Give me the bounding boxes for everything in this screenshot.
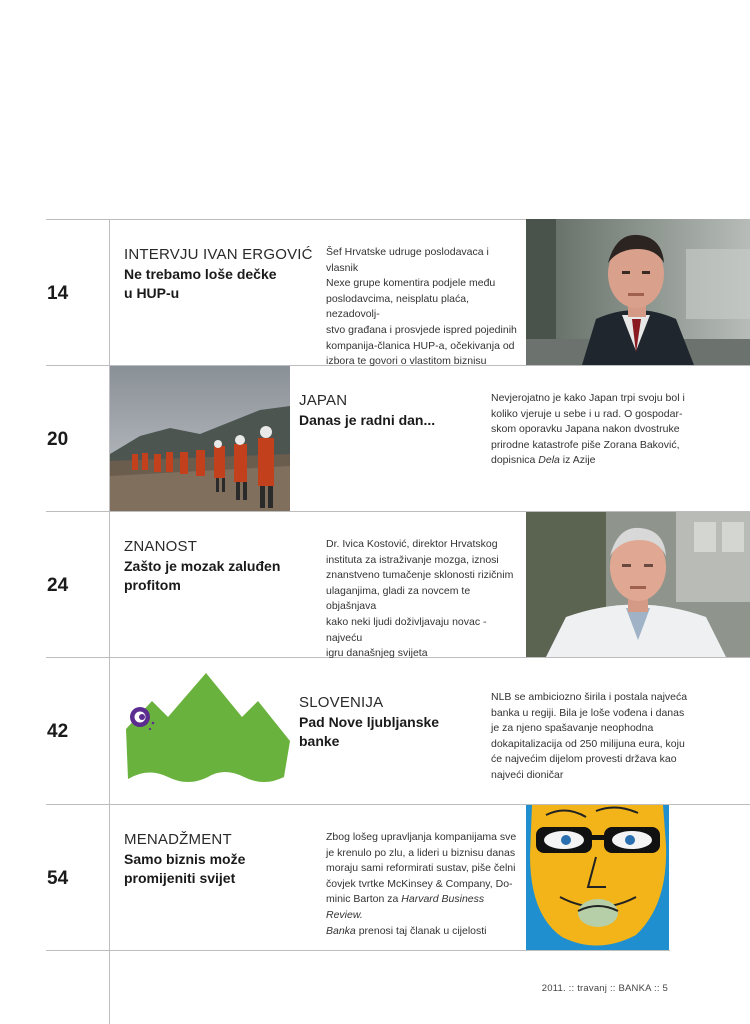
toc-entry[interactable] — [0, 804, 750, 950]
headline: Ne trebamo loše dečke u HUP-u — [124, 266, 277, 301]
section-label: INTERVJU IVAN ERGOVIĆ — [124, 246, 313, 263]
description: Zbog lošeg upravljanja kompanijama sve je krenulo po zlu, a lideri u biznisu danas moraju sami reformirati sustav, piše čelni čovjek tvrtke McKinsey & Company, Do- minic Barton za Harvard Business Review. Banka prenosi taj članak u cijelosti — [326, 831, 517, 937]
section-label: SLOVENIJA — [299, 694, 384, 711]
headline: Zašto je mozak zaluđen profitom — [124, 558, 281, 593]
section-label: MENADŽMENT — [124, 831, 232, 848]
illustration-cover — [526, 805, 669, 950]
section-label: ZNANOST — [124, 538, 198, 555]
headline: Samo biznis može promijeniti svijet — [124, 851, 246, 886]
page-footer: 2011. :: travanj :: BANKA :: 5 — [541, 983, 668, 994]
portrait-photo — [526, 219, 750, 365]
headline: Pad Nove ljubljanske banke — [299, 714, 440, 749]
toc-entry[interactable] — [0, 219, 750, 368]
toc-entry[interactable] — [0, 657, 750, 803]
description: Dr. Ivica Kostović, direktor Hrvatskog instituta za istraživanje mozga, iznosi znanstveno tumačenje sklonosti rizičnim ulaganjima, gladi za novcem te objašnjava kako neki ljudi doživljavaju novac - najveću igru današnjeg svijeta — [326, 538, 514, 660]
japan-rescue-photo — [110, 366, 290, 511]
section-label: JAPAN — [299, 392, 348, 409]
nlb-logo — [124, 669, 294, 789]
toc-entry[interactable] — [0, 365, 750, 511]
headline: Danas je radni dan... — [299, 412, 436, 428]
description: Šef Hrvatske udruge poslodavaca i vlasnik Nexe grupe komentira podjele među poslodavcima, neisplatu plaća, nezadovolj- stvo građana i prosvjede ispred pojedinih kompanija-članica HUP-a, očekivanja od izbora te govori o vlastitom biznisu — [326, 246, 517, 368]
description: Nevjerojatno je kako Japan trpi svoju bol i koliko vjeruje u sebe i u rad. O gospodar- skom oporavku Japana nakon dvostruke prirodne katastrofe piše Zorana Baković, dopisnica Dela iz Azije — [491, 392, 685, 467]
page-number: 24 — [47, 575, 69, 596]
page-number: 54 — [47, 868, 69, 889]
page-number: 42 — [47, 721, 69, 742]
page-number: 14 — [47, 283, 69, 304]
page-number: 20 — [47, 429, 69, 450]
toc-entry[interactable] — [0, 511, 750, 660]
row-divider — [46, 950, 670, 951]
description: NLB se ambiciozno širila i postala najveća banka u regiji. Bila je loše vođena i danas je za njeno spašavanje neophodna dokapitalizacija od 250 milijuna eura, koju će najvećim dijelom provesti država kao najveći dioničar — [491, 691, 688, 781]
portrait-photo — [526, 512, 750, 657]
